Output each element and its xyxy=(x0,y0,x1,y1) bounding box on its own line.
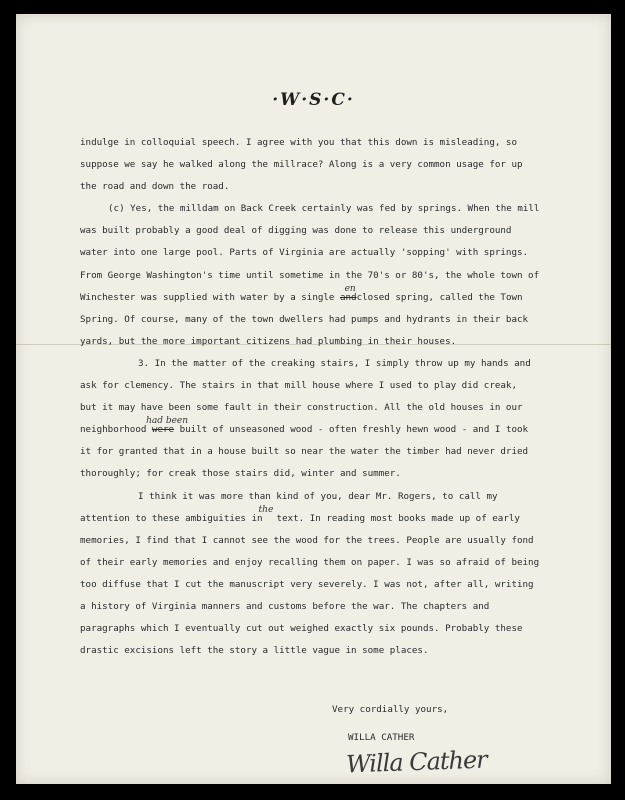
handwritten-insertion: the xyxy=(258,504,274,515)
text-line-edited xyxy=(80,504,600,530)
handwritten-insertion: had been xyxy=(146,416,189,427)
text-line: Spring. Of course, many of the town dwellers had pumps and hydrants in their back xyxy=(80,313,529,325)
struck-word: were xyxy=(151,424,175,436)
text-line-edited xyxy=(80,416,600,441)
text-line: the road and down the road. xyxy=(80,181,230,193)
text-line: yards, but the more important citizens had plumbing in their houses. xyxy=(80,335,457,347)
text-line-edited xyxy=(80,283,600,309)
line-text: attention to these ambiguities in xyxy=(80,512,263,524)
text-line: From George Washington's time until sometime in the 70's or 80's, the whole town of xyxy=(80,269,540,281)
letterhead-monogram: ·W·S·C· xyxy=(272,90,355,110)
text-line: water into one large pool. Parts of Virginia are actually 'sopping' with springs. xyxy=(80,247,529,259)
letter-body xyxy=(80,132,600,662)
text-line: suppose we say he walked along the millrace? Along is a very common usage for up xyxy=(80,159,523,171)
handwritten-insertion: en xyxy=(344,283,356,294)
text-line: of their early memories and enjoy recalling them on paper. I was so afraid of being xyxy=(80,556,540,568)
text-line: was built probably a good deal of digging was done to release this underground xyxy=(80,225,512,237)
line-text: Winchester was supplied with water by a single xyxy=(80,291,340,303)
line-text: closed spring, called the Town xyxy=(356,291,523,303)
text-line: drastic excisions left the story a little vague in some places. xyxy=(80,645,429,657)
line-text: built of unseasoned wood - often freshly hewn wood - and I took xyxy=(174,424,529,436)
text-line: but it may have been some fault in their construction. All the old houses in our xyxy=(80,402,523,414)
text-line: ask for clemency. The stairs in that mill house where I used to play did creak, xyxy=(80,380,517,392)
text-line: I think it was more than kind of you, dear Mr. Rogers, to call my xyxy=(138,490,498,502)
text-line: paragraphs which I eventually cut out weighed exactly six pounds. Probably these xyxy=(80,623,523,635)
line-text: neighborhood xyxy=(80,424,152,436)
text-line: too diffuse that I cut the manuscript very severely. I was not, after all, writing xyxy=(80,578,534,590)
text-line: a history of Virginia manners and customs before the war. The chapters and xyxy=(80,600,490,612)
closing-salutation: Very cordially yours, xyxy=(332,704,449,715)
text-line: 3. In the matter of the creaking stairs, I simply throw up my hands and xyxy=(138,357,531,369)
struck-word: and xyxy=(339,291,357,303)
line-text: text. In reading most books made up of early xyxy=(276,512,520,524)
text-line: memories, I find that I cannot see the wood for the trees. People are usually fond xyxy=(80,534,534,546)
handwritten-signature: Willa Cather xyxy=(345,745,488,779)
text-line: it for granted that in a house built so near the water the timber had never dried xyxy=(80,446,529,458)
letter-page xyxy=(16,14,611,784)
text-line: thoroughly; for creak those stairs did, winter and summer. xyxy=(80,468,401,480)
text-line: indulge in colloquial speech. I agree with you that this down is misleading, so xyxy=(80,137,517,148)
text-line: (c) Yes, the milldam on Back Creek certainly was fed by springs. When the mill xyxy=(108,203,540,215)
typed-name: WILLA CATHER xyxy=(348,732,415,743)
